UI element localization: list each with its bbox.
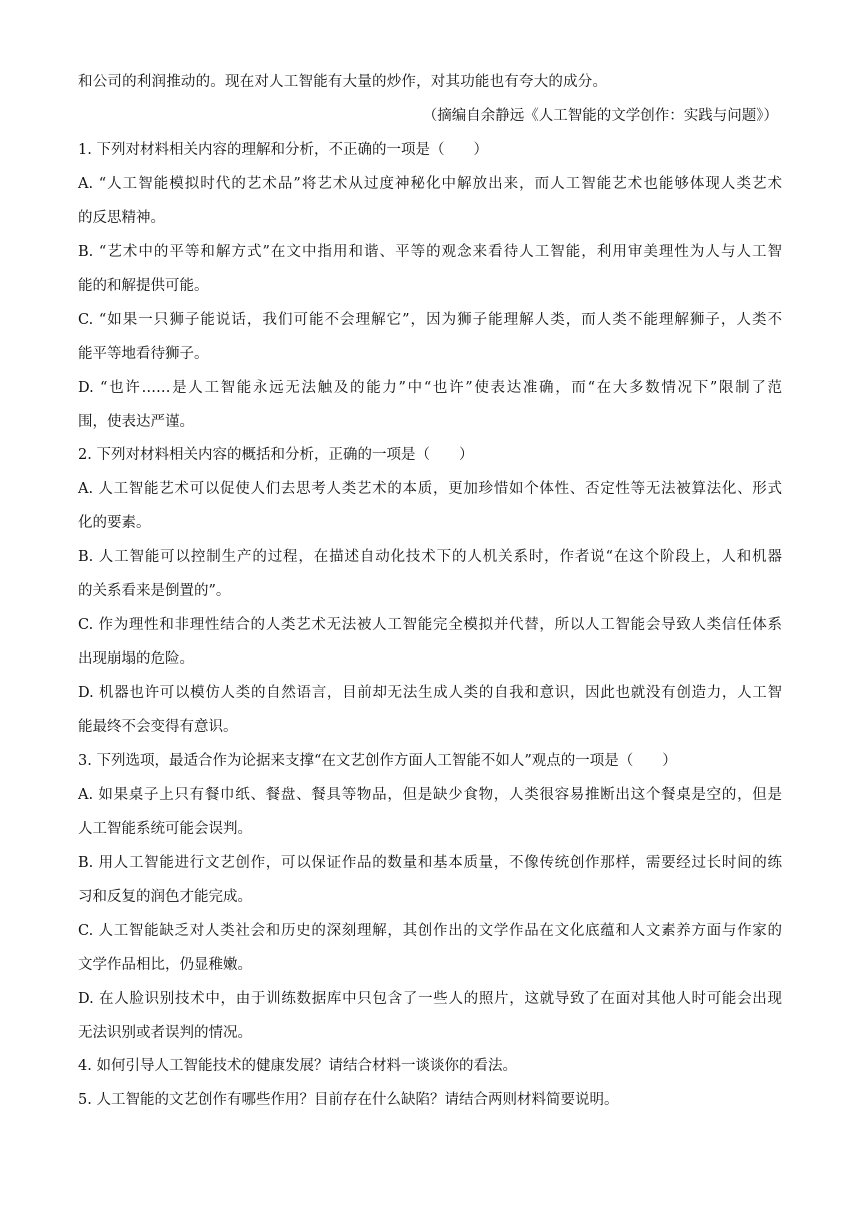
question-1-option-d-line-1: D. “也许……是人工智能永远无法触及的能力”中“也许”使表达准确，而“在大多数情况下”限制了范 xyxy=(78,380,782,396)
question-2-option-d-line-2: 能最终不会变得有意识。 xyxy=(78,719,238,735)
question-3-option-d-line-2: 无法识别或者误判的情况。 xyxy=(78,1025,252,1041)
question-1-option-b-line-2: 能的和解提供可能。 xyxy=(78,278,209,294)
question-2-option-c-line-1: C. 作为理性和非理性结合的人类艺术无法被人工智能完全模拟并代替，所以人工智能会导致人类信任体系 xyxy=(78,617,782,633)
question-2-stem: 2. 下列对材料相关内容的概括和分析，正确的一项是（ ） xyxy=(78,447,474,463)
question-5-stem: 5. 人工智能的文艺创作有哪些作用？目前存在什么缺陷？请结合两则材料简要说明。 xyxy=(78,1092,619,1108)
question-2-option-b-line-2: 的关系看来是倒置的”。 xyxy=(78,583,231,599)
question-2-option-d-line-1: D. 机器也许可以模仿人类的自然语言，目前却无法生成人类的自我和意识，因此也就没有创造力，人工智 xyxy=(78,685,782,701)
question-1-option-b-line-1: B. “艺术中的平等和解方式”在文中指用和谐、平等的观念来看待人工智能，利用审美理性为人与人工智 xyxy=(78,244,782,260)
question-1-option-c-line-2: 能平等地看待狮子。 xyxy=(78,346,209,362)
question-2-option-b-line-1: B. 人工智能可以控制生产的过程，在描述自动化技术下的人机关系时，作者说“在这个阶段上，人和机器 xyxy=(78,549,782,565)
question-1-option-c-line-1: C. “如果一只狮子能说话，我们可能不会理解它”，因为狮子能理解人类，而人类不能理解狮子，人类不 xyxy=(78,312,782,328)
question-1-option-d-line-2: 围，使表达严谨。 xyxy=(78,414,194,430)
question-4-stem: 4. 如何引导人工智能技术的健康发展？请结合材料一谈谈你的看法。 xyxy=(78,1058,517,1074)
question-1-option-a-line-2: 的反思精神。 xyxy=(78,210,165,226)
question-1-option-a-line-1: A. “人工智能模拟时代的艺术品”将艺术从过度神秘化中解放出来，而人工智能艺术也能够体现人类艺术 xyxy=(78,176,782,192)
question-2-option-a-line-2: 化的要素。 xyxy=(78,515,151,531)
passage-closing-line: 和公司的利润推动的。现在对人工智能有大量的炒作，对其功能也有夸大的成分。 xyxy=(78,74,608,90)
question-3-option-b-line-1: B. 用人工智能进行文艺创作，可以保证作品的数量和基本质量，不像传统创作那样，需要经过长时间的练 xyxy=(78,855,782,871)
question-3-option-a-line-1: A. 如果桌子上只有餐巾纸、餐盘、餐具等物品，但是缺少食物，人类很容易推断出这个餐桌是空的，但是 xyxy=(78,787,782,803)
question-2-option-a-line-1: A. 人工智能艺术可以促使人们去思考人类艺术的本质，更加珍惜如个体性、否定性等无法被算法化、形式 xyxy=(78,481,782,497)
question-1-stem: 1. 下列对材料相关内容的理解和分析，不正确的一项是（ ） xyxy=(78,142,488,158)
question-3-option-c-line-2: 文学作品相比，仍显稚嫩。 xyxy=(78,957,252,973)
question-3-option-b-line-2: 习和反复的润色才能完成。 xyxy=(78,889,252,905)
question-2-option-c-line-2: 出现崩塌的危险。 xyxy=(78,651,194,667)
question-3-option-c-line-1: C. 人工智能缺乏对人类社会和历史的深刻理解，其创作出的文学作品在文化底蕴和人文素养方面与作家的 xyxy=(78,923,782,939)
question-3-option-d-line-1: D. 在人脸识别技术中，由于训练数据库中只包含了一些人的照片，这就导致了在面对其他人时可能会出现 xyxy=(78,991,782,1007)
question-3-stem: 3. 下列选项，最适合作为论据来支撑“在文艺创作方面人工智能不如人”观点的一项是（ ） xyxy=(78,753,677,769)
question-3-option-a-line-2: 人工智能系统可能会误判。 xyxy=(78,821,252,837)
passage-source: （摘编自余静远《人工智能的文学创作：实践与问题》） xyxy=(422,108,778,124)
